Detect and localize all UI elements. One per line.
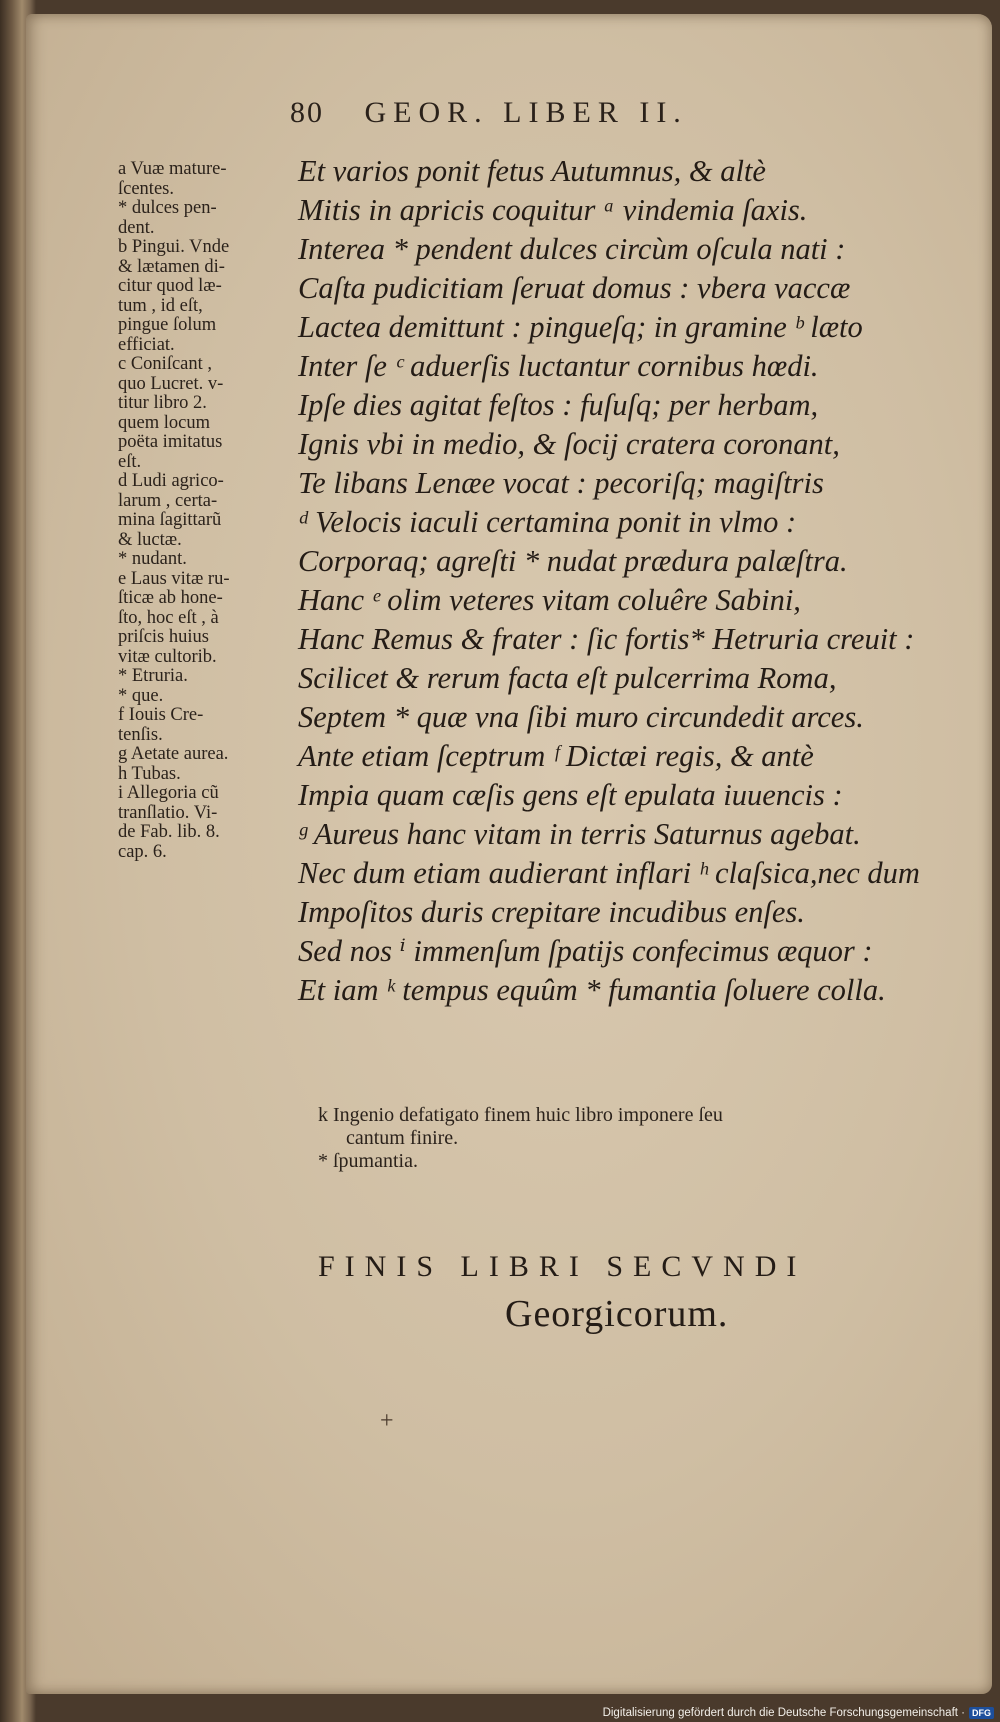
verse-line: Hanc Remus & frater : ſic fortis* Hetruria creuit : [298, 622, 915, 656]
marginal-note-line: larum , certa- [118, 490, 218, 511]
marginal-note-line: dent. [118, 217, 155, 238]
footnote-k-continuation: cantum finire. [346, 1127, 459, 1149]
marginal-note-line: * que. [118, 685, 164, 706]
credit-text: Digitalisierung gefördert durch die Deutsche Forschungsgemeinschaft · [602, 1707, 965, 1719]
marginal-note-line: quo Lucret. v- [118, 373, 224, 394]
marginal-note-line: c Coniſcant , [118, 354, 213, 374]
verse-line: Inter ſe ᶜ aduerſis luctantur cornibus hœdi. [298, 349, 819, 383]
verse-line: Ignis vbi in medio, & ſocij cratera coronant, [298, 427, 840, 461]
marginal-note-line: pingue ſolum [118, 315, 217, 335]
marginal-note-line: g Aetate aurea. [118, 744, 229, 764]
marginal-note-line: priſcis huius [118, 627, 209, 647]
colophon-finis: FINIS LIBRI SECVNDI [318, 1250, 807, 1283]
marginal-note-line: tenſis. [118, 724, 163, 745]
verse-line: Nec dum etiam audierant inflari ʰ claſsica,nec dum [298, 856, 920, 890]
marginal-note-line: poëta imitatus [118, 432, 223, 452]
footnotes [318, 1104, 958, 1173]
marginal-note-line: i Allegoria cũ [118, 783, 219, 803]
verse-line: Interea * pendent dulces circùm oſcula nati : [298, 232, 846, 266]
marginal-note-line: h Tubas. [118, 763, 181, 784]
verse-line: Ante etiam ſceptrum ᶠ Dictæi regis, & antè [298, 739, 814, 773]
marginal-note-line: d Ludi agrico- [118, 471, 224, 491]
footnote-star: * ſpumantia. [318, 1150, 418, 1172]
marginal-note-line: * nudant. [118, 549, 187, 569]
verse-line: Et iam ᵏ tempus equûm * fumantia ſoluere colla. [298, 973, 886, 1007]
verse-line: Scilicet & rerum facta eſt pulcerrima Roma, [298, 661, 837, 695]
verse-line: Septem * quæ vna ſibi muro circundedit arces. [298, 700, 864, 734]
verse-line: Et varios ponit fetus Autumnus, & altè [298, 154, 766, 188]
marginal-note-line: ſticæ ab hone- [118, 588, 223, 608]
marginal-note-line: ſto, hoc eſt , à [118, 607, 219, 628]
running-head [290, 96, 890, 130]
verse-line: ᵍ Aureus hanc vitam in terris Saturnus agebat. [298, 817, 861, 851]
marginal-note-line: quem locum [118, 412, 210, 433]
marginal-note-line: tranſlatio. Vi- [118, 802, 218, 823]
ornament-mark: + [380, 1408, 394, 1434]
verse-line: Hanc ᵉ olim veteres vitam coluêre Sabini, [298, 583, 801, 617]
verse-line: Impoſitos duris crepitare incudibus enſes. [298, 895, 805, 929]
verse-line: Mitis in apricis coquitur ᵃ vindemia ſaxis. [298, 193, 808, 227]
verse-line: Corporaq; agreſti * nudat prædura palæſtra. [298, 544, 848, 578]
verse-line: Te libans Lenæe vocat : pecoriſq; magiſtris [298, 466, 824, 500]
footnote-k: k Ingenio defatigato finem huic libro imponere ſeu [318, 1104, 723, 1126]
marginal-note-line: b Pingui. Vnde [118, 237, 230, 257]
digitization-credit [603, 1707, 994, 1719]
marginal-note-line: titur libro 2. [118, 393, 207, 413]
verse-line: ᵈ Velocis iaculi certamina ponit in vlmo : [298, 505, 797, 539]
dfg-logo-icon: DFG [969, 1707, 994, 1719]
marginal-note-line: tum , id eſt, [118, 295, 203, 316]
verse-line: Caſta pudicitiam ſeruat domus : vbera vaccæ [298, 271, 851, 305]
marginal-note-line: a Vuæ mature- [118, 159, 227, 179]
colophon-georgicorum: Georgicorum. [505, 1293, 729, 1335]
marginal-note-line: efficiat. [118, 334, 175, 355]
running-title: GEOR. LIBER II. [364, 96, 688, 129]
verse-line: Sed nos ⁱ immenſum ſpatijs confecimus æquor : [298, 934, 873, 968]
marginal-notes [118, 160, 298, 862]
verse-line: Impia quam cæſis gens eſt epulata iuuencis : [298, 778, 843, 812]
marginal-note-line: ſcentes. [118, 178, 174, 199]
marginal-note-line: f Iouis Cre- [118, 705, 204, 725]
verse-block [298, 152, 978, 1010]
marginal-note-line: * dulces pen- [118, 198, 217, 218]
marginal-note-line: cap. 6. [118, 841, 167, 862]
marginal-note-line: e Laus vitæ ru- [118, 568, 230, 589]
marginal-note-line: vitæ cultorib. [118, 646, 217, 667]
verse-line: Ipſe dies agitat feſtos : fuſuſq; per herbam, [298, 388, 819, 422]
verse-line: Lactea demittunt : pingueſq; in gramine ᵇ læto [298, 310, 863, 344]
marginal-note-line: citur quod læ- [118, 276, 222, 296]
marginal-note-line: de Fab. lib. 8. [118, 822, 220, 842]
marginal-note-line: eſt. [118, 451, 142, 472]
marginal-note-line: * Etruria. [118, 666, 188, 686]
marginal-note-line: mina ſagittarũ [118, 510, 222, 530]
page-number: 80 [290, 96, 324, 129]
marginal-note-line: & lætamen di- [118, 256, 225, 277]
marginal-note-line: & luctæ. [118, 529, 182, 550]
